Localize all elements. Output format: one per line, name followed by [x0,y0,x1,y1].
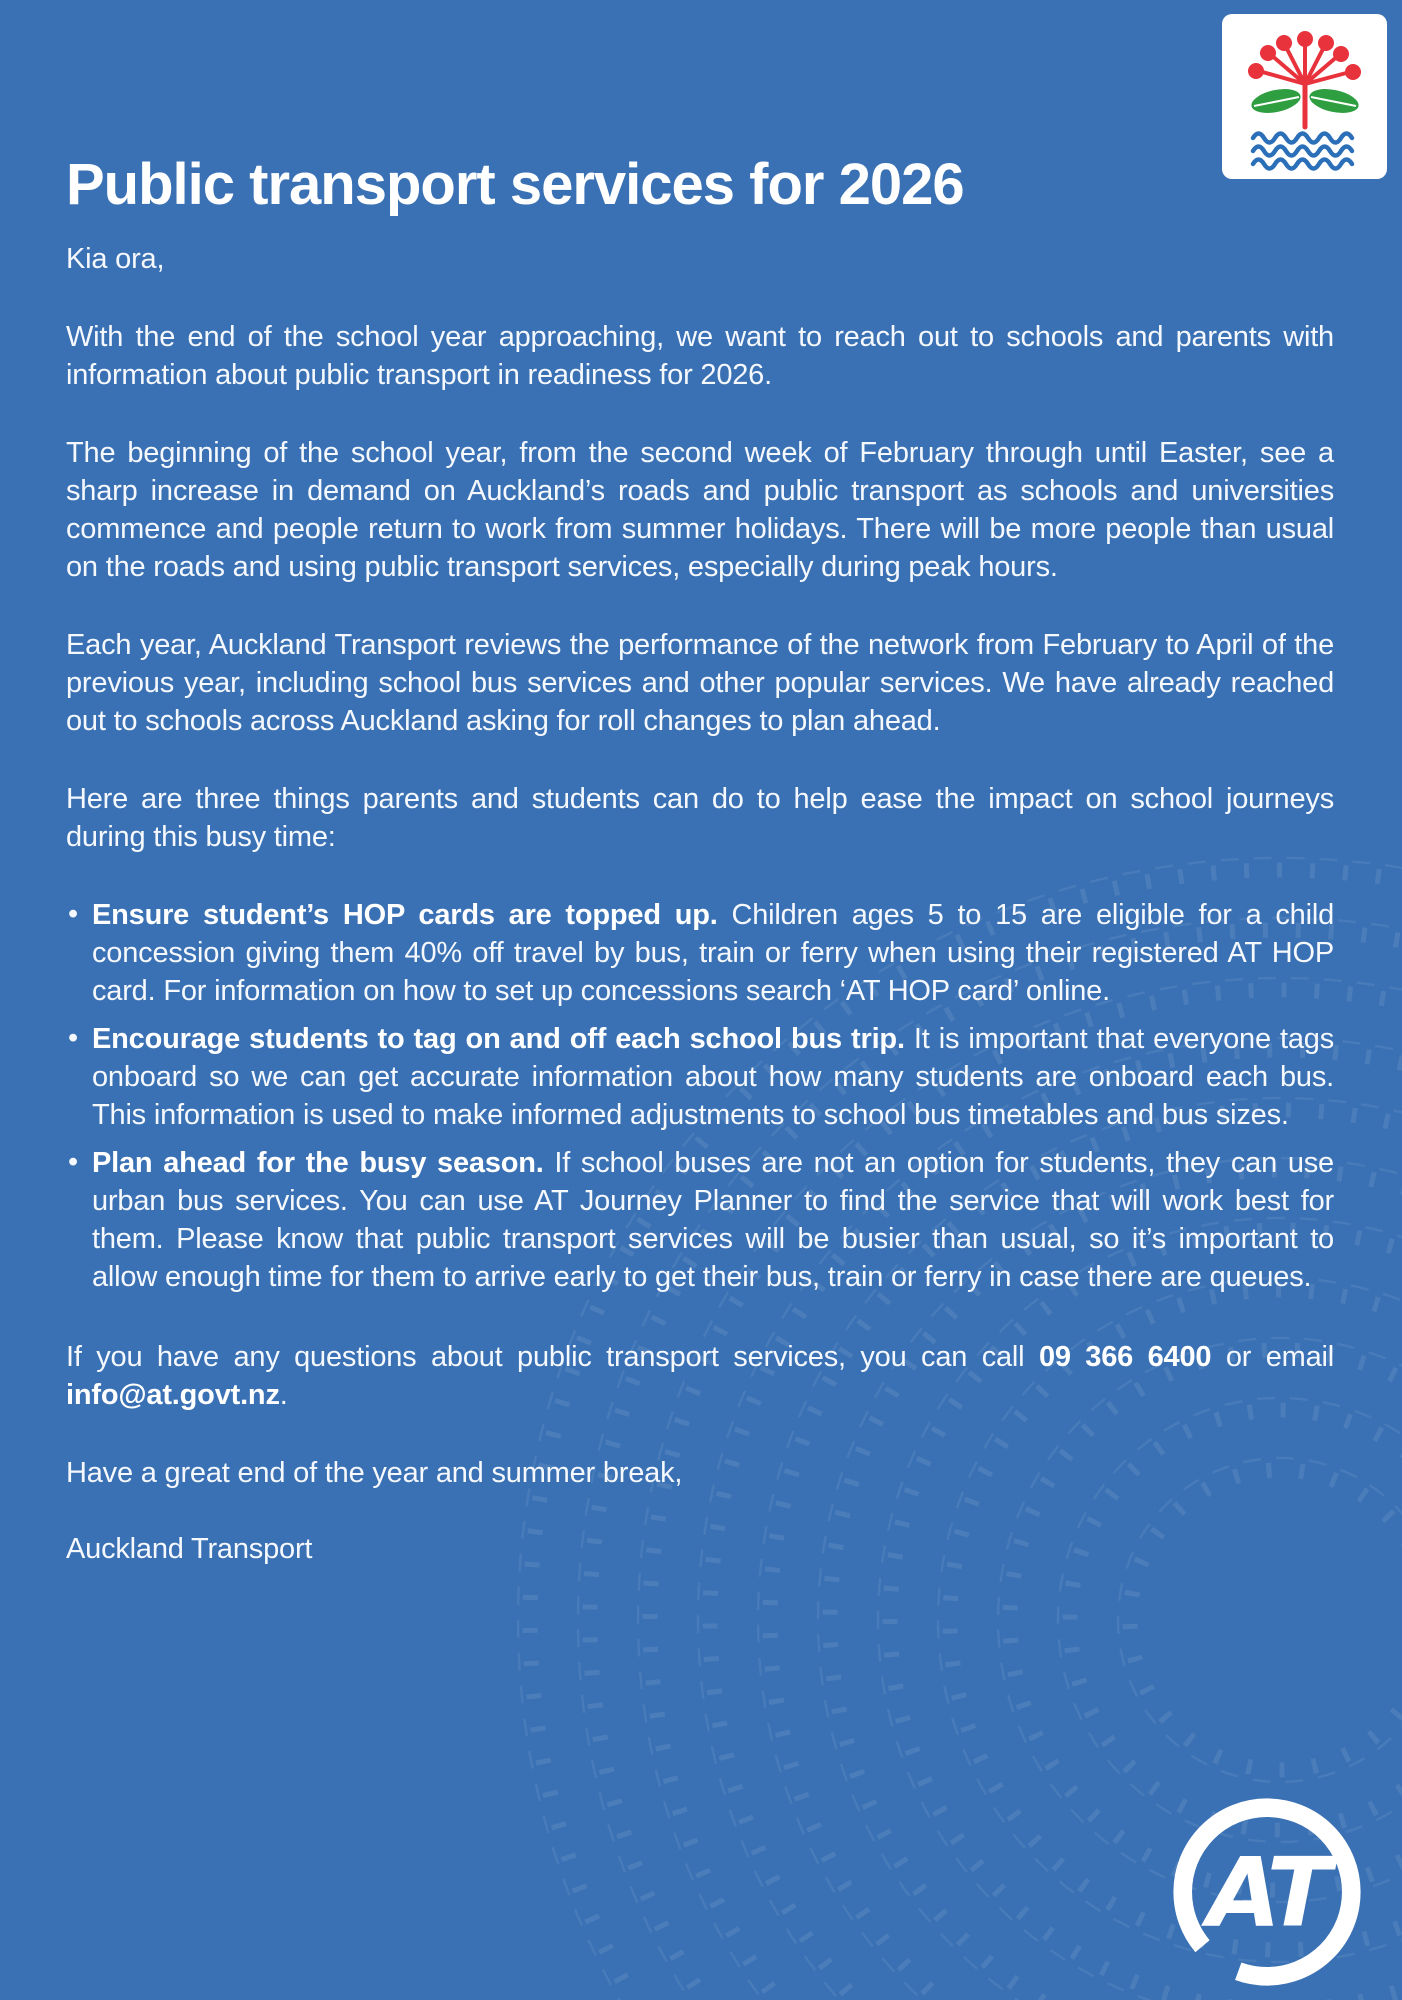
list-item-lead: Ensure student’s HOP cards are topped up. [92,899,718,931]
bullet-marker: • [68,898,78,930]
bullet-marker: • [68,1146,78,1178]
list-item-lead: Encourage students to tag on and off each school bus trip. [92,1023,905,1055]
bullet-marker: • [68,1022,78,1054]
paragraph-demand: The beginning of the school year, from the second week of February through until Easter, see a sharp increase in demand on Auckland’s roads and public transport as schools and universities commence and people return to work from summer holidays. There will be more people than usual on the roads and using public transport services, especially during peak hours. [66,437,1334,583]
list-item-tag-on-off [66,1020,1334,1134]
svg-text:AT: AT [1207,1838,1327,1949]
paragraph-three-things: Here are three things parents and students can do to help ease the impact on school journeys during this busy time: [66,783,1334,853]
contact-paragraph [66,1338,1334,1414]
contact-text: If you have any questions about public transport services, you can call [66,1341,1039,1373]
signature: Auckland Transport [66,1533,313,1565]
list-item-hop-cards [66,896,1334,1010]
letter-body [66,0,1334,1568]
list-item-lead: Plan ahead for the busy season. [92,1147,544,1179]
at-monogram-icon [1169,1794,1365,1990]
contact-text: or email [1211,1341,1335,1373]
paragraph-review: Each year, Auckland Transport reviews the performance of the network from February to April of the previous year, including school bus services and other popular services. We have already reached out to schools across Auckland asking for roll changes to plan ahead. [66,629,1334,737]
paragraph-intro: With the end of the school year approaching, we want to reach out to schools and parents with information about public transport in readiness for 2026. [66,321,1334,391]
greeting: Kia ora, [66,243,165,275]
list-item-text: It is important that everyone tags onboard so we can get accurate information about how many students are onboard each bus. This information is used to make informed adjustments to school bus timetables and bus sizes. [92,1023,1334,1131]
contact-email: info@at.govt.nz [66,1379,280,1411]
tips-list [66,896,1334,1296]
contact-text: . [279,1379,288,1411]
list-item-text: Children ages 5 to 15 are eligible for a child concession giving them 40% off travel by bus, train or ferry when using their registered AT HOP card. For information on how to set up concessions search ‘AT HOP card’ online. [92,899,1334,1007]
page-title: Public transport services for 2026 [66,152,964,217]
list-item-text: If school buses are not an option for students, they can use urban bus services. You can use AT Journey Planner to find the service that will work best for them. Please know that public transport services will be busier than usual, so it’s important to allow enough time for them to arrive early to get their bus, train or ferry in case there are queues. [92,1147,1334,1293]
contact-phone: 09 366 6400 [1038,1341,1212,1373]
closing-line: Have a great end of the year and summer break, [66,1457,683,1489]
list-item-plan-ahead [66,1144,1334,1296]
